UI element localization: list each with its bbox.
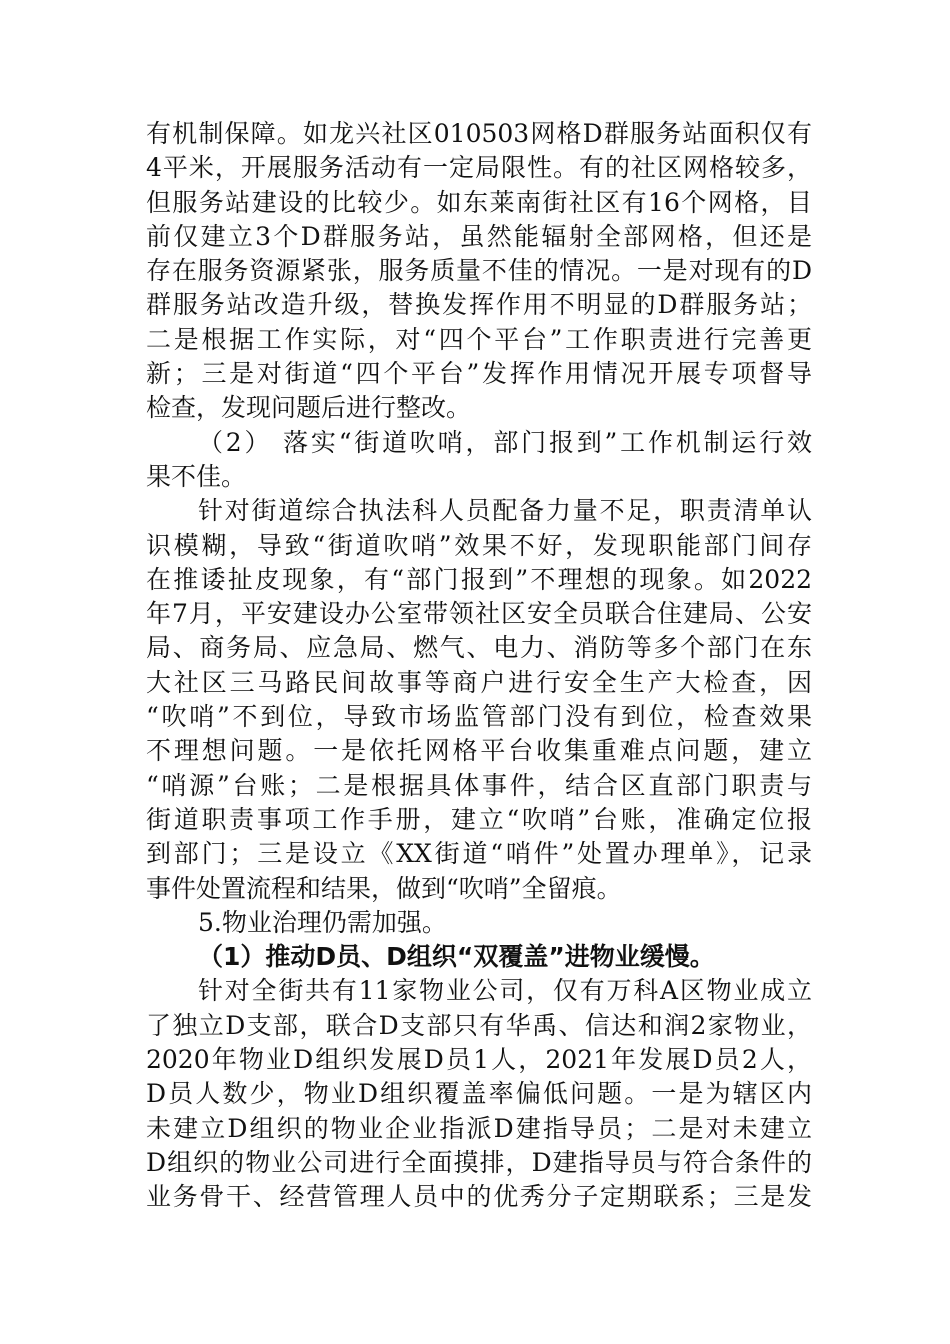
text-line: 了独立D支部，联合D支部只有华禹、信达和润2家物业， [146,1010,812,1040]
text-line: 在推诿扯皮现象，有“部门报到”不理想的现象。如2022 [146,564,812,594]
text-line: 业务骨干、经营管理人员中的优秀分子定期联系；三是发 [146,1182,812,1212]
text-line: 未建立D组织的物业企业指派D建指导员；二是对未建立 [146,1113,812,1143]
text-line: 群服务站改造升级，替换发挥作用不明显的D群服务站； [146,290,812,320]
section-heading: 5.物业治理仍需加强。 [198,907,447,937]
text-line: 前仅建立3个D群服务站，虽然能辐射全部网格，但还是 [146,221,812,251]
text-line: 大社区三马路民间故事等商户进行安全生产大检查，因 [146,667,812,697]
document-page [146,117,812,1215]
text-line: 针对街道综合执法科人员配备力量不足，职责清单认 [198,496,812,526]
text-line: 到部门；三是设立《XX街道“哨件”处置办理单》，记录 [146,839,812,869]
text-line: 局、商务局、应急局、燃气、电力、消防等多个部门在东 [146,633,812,663]
text-line: 不理想问题。一是依托网格平台收集重难点问题，建立 [146,736,812,766]
text-line: 事件处置流程和结果，做到“吹哨”全留痕。 [146,873,622,903]
text-line: 新；三是对街道“四个平台”发挥作用情况开展专项督导 [146,359,812,389]
text-line: 针对全街共有11家物业公司，仅有万科A区物业成立 [198,976,812,1006]
text-line: 但服务站建设的比较少。如东莱南街社区有16个网格，目 [146,187,812,217]
subheading-line: （2） 落实“街道吹哨，部门报到”工作机制运行效 [198,427,812,457]
subheading-line: 果不佳。 [146,461,247,491]
text-line: 年7月，平安建设办公室带领社区安全员联合住建局、公安 [146,599,812,629]
text-line: “吹哨”不到位，导致市场监管部门没有到位，检查效果 [146,702,812,732]
text-line: D组织的物业公司进行全面摸排，D建指导员与符合条件的 [146,1147,812,1177]
text-line: 检查，发现问题后进行整改。 [146,393,472,423]
text-line: 有机制保障。如龙兴社区010503网格D群服务站面积仅有 [146,119,812,148]
text-line: 4平米，开展服务活动有一定局限性。有的社区网格较多， [146,153,812,183]
text-line: “哨源”台账；二是根据具体事件，结合区直部门职责与 [146,770,812,800]
text-line: 街道职责事项工作手册，建立“吹哨”台账，准确定位报 [146,804,812,834]
text-line: 2020年物业D组织发展D员1人，2021年发展D员2人， [146,1045,812,1075]
text-line: D员人数少，物业D组织覆盖率偏低问题。一是为辖区内 [146,1079,812,1109]
subsection-heading: （1）推动D员、D组织“双覆盖”进物业缓慢。 [198,942,715,972]
text-line: 识模糊，导致“街道吹哨”效果不好，发现职能部门间存 [146,530,812,560]
text-line: 二是根据工作实际，对“四个平台”工作职责进行完善更 [146,324,812,354]
text-line: 存在服务资源紧张，服务质量不佳的情况。一是对现有的D [146,256,812,286]
